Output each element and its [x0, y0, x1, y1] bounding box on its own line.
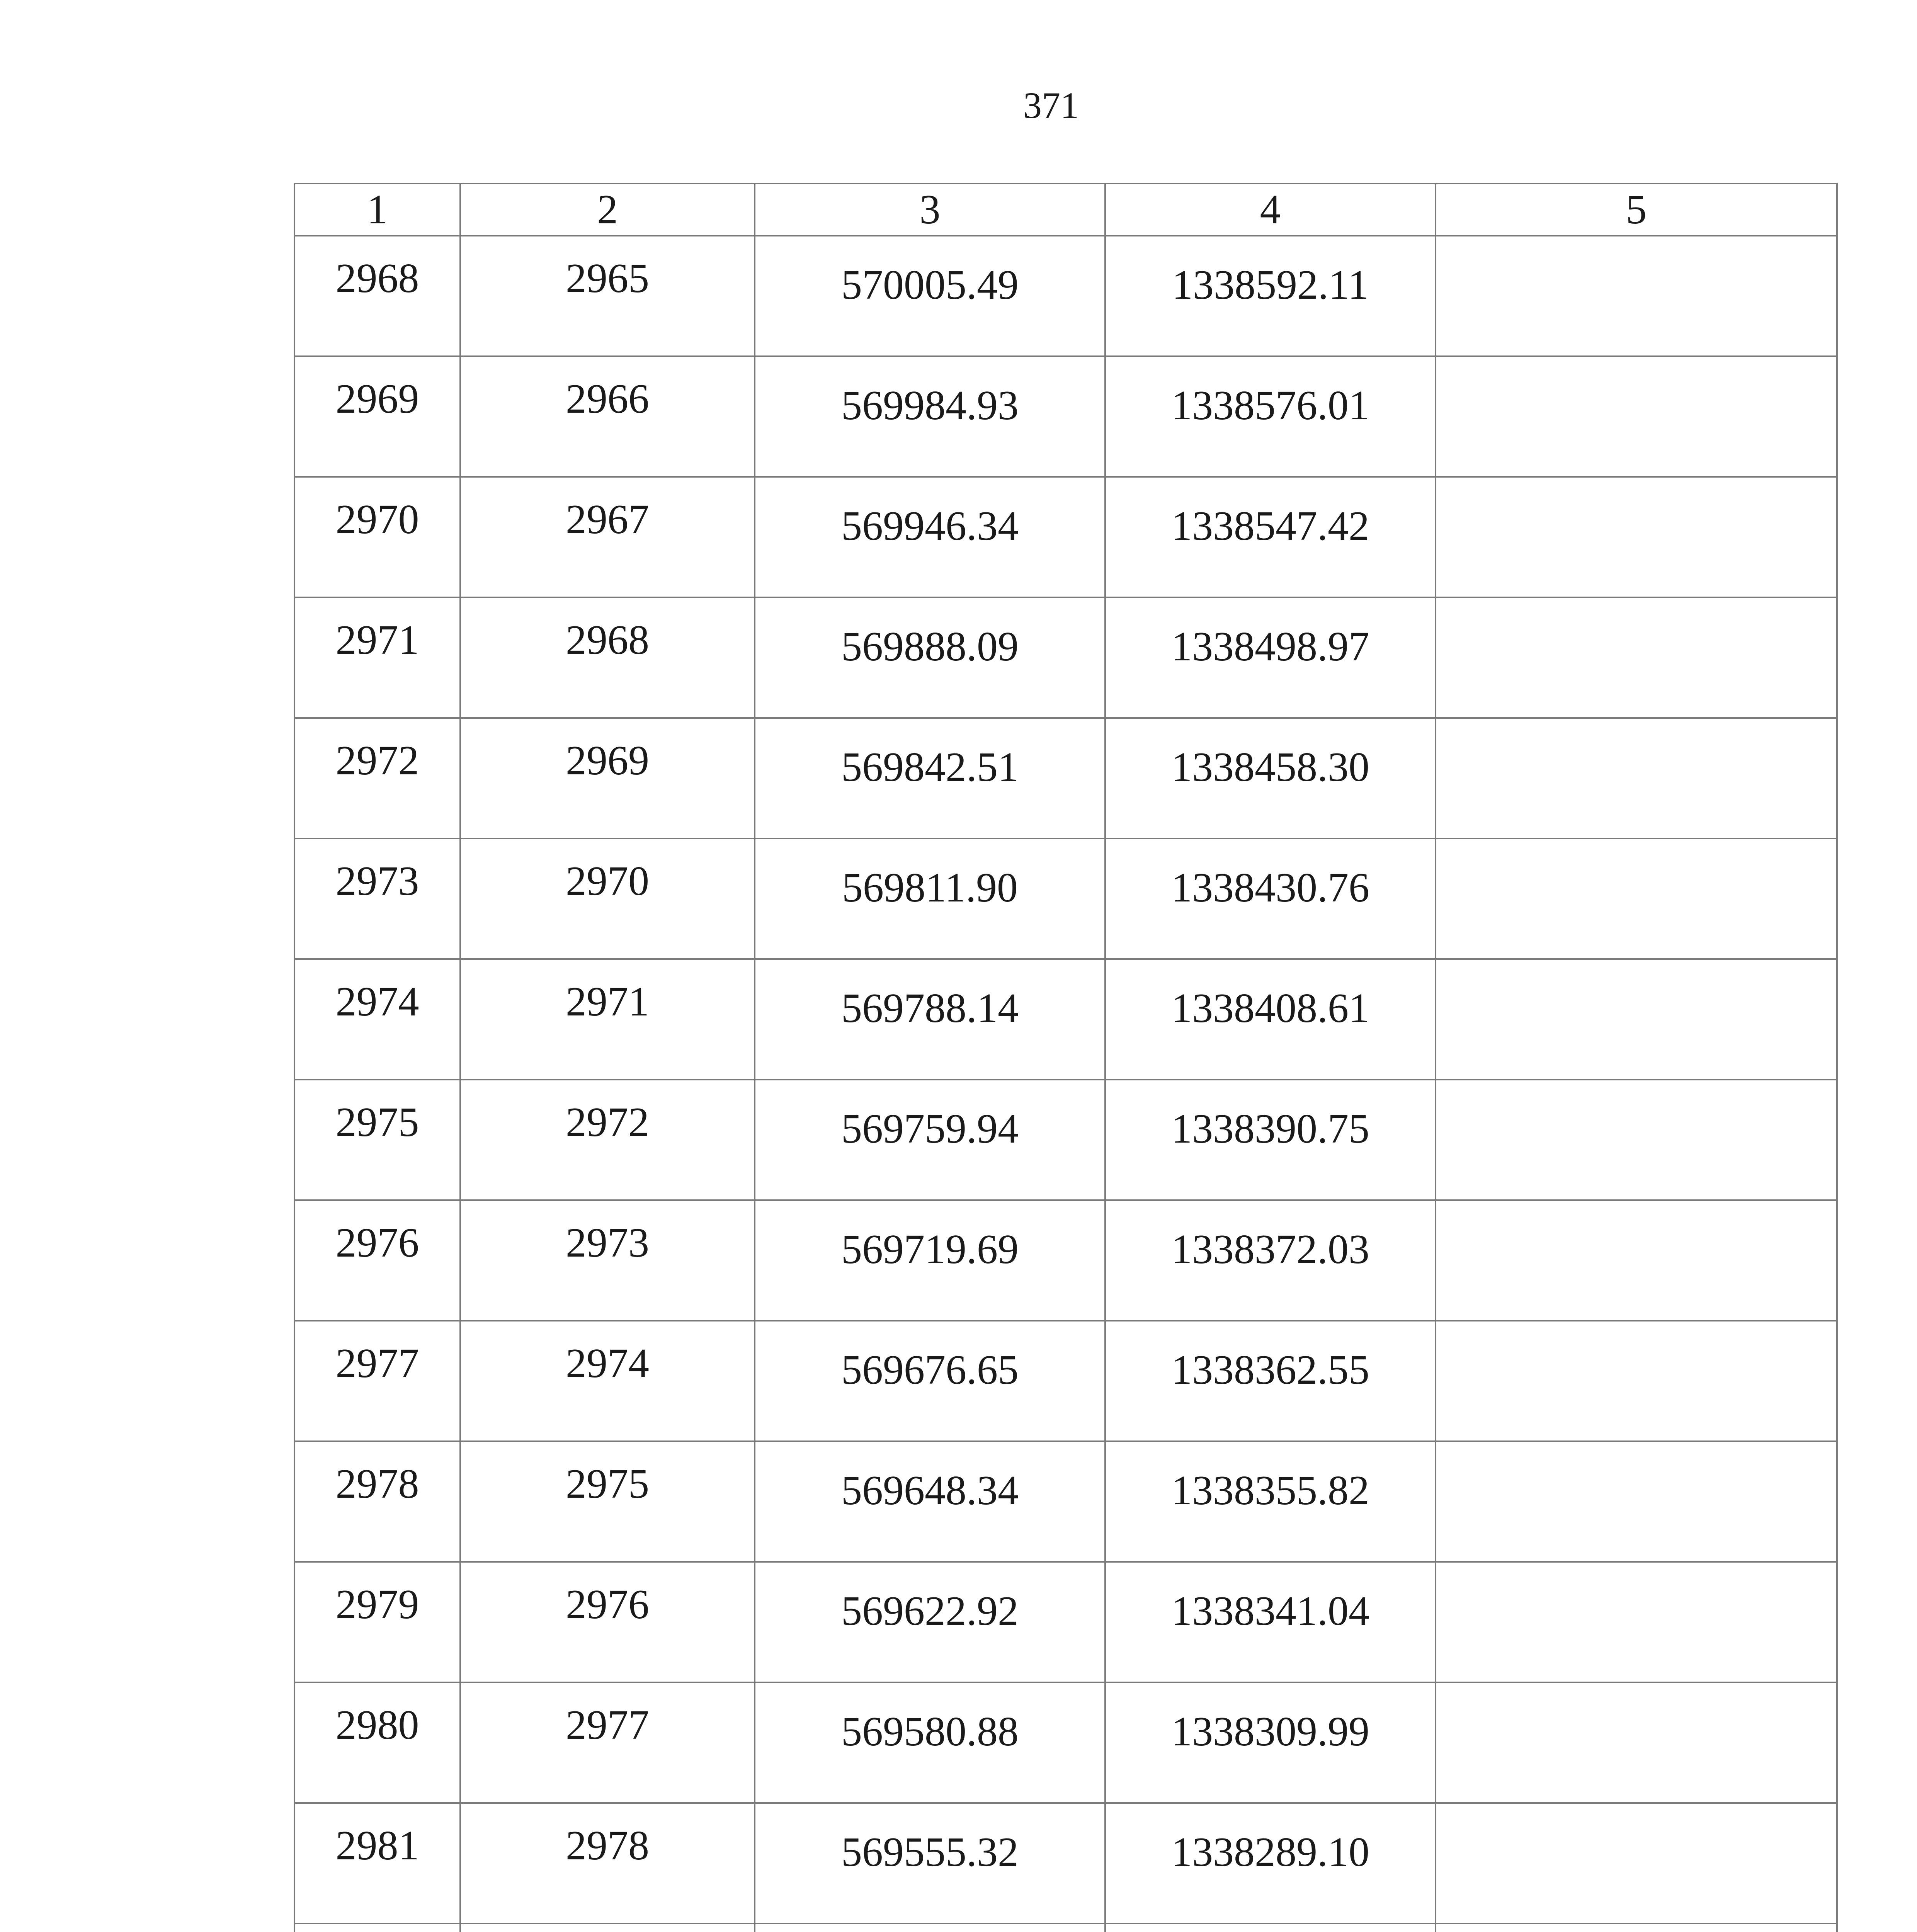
y-coordinate-cell: [1105, 1923, 1436, 1932]
y-coordinate-cell: 1338289.10: [1105, 1803, 1436, 1923]
table-row: [294, 356, 1837, 477]
previous-point-cell: 2971: [460, 959, 755, 1080]
note-cell: [1436, 1682, 1837, 1803]
point-number-cell: 2979: [294, 1562, 460, 1682]
column-header-2: 2: [460, 184, 755, 236]
y-coordinate-cell: 1338355.82: [1105, 1441, 1436, 1562]
table-row: [294, 1682, 1837, 1803]
note-cell: [1436, 1923, 1837, 1932]
previous-point-cell: 2968: [460, 597, 755, 718]
x-coordinate-cell: 569580.88: [755, 1682, 1105, 1803]
x-coordinate-cell: 569842.51: [755, 718, 1105, 838]
table-row: [294, 477, 1837, 597]
y-coordinate-cell: 1338592.11: [1105, 236, 1436, 356]
coordinates-table: [294, 183, 1838, 1932]
table-row: [294, 718, 1837, 838]
previous-point-cell: 2973: [460, 1200, 755, 1321]
table-row: [294, 959, 1837, 1080]
column-header-4: 4: [1105, 184, 1436, 236]
x-coordinate-cell: 569719.69: [755, 1200, 1105, 1321]
table-row: [294, 1321, 1837, 1441]
note-cell: [1436, 236, 1837, 356]
x-coordinate-cell: 569888.09: [755, 597, 1105, 718]
table-row: [294, 1080, 1837, 1200]
note-cell: [1436, 1200, 1837, 1321]
note-cell: [1436, 597, 1837, 718]
x-coordinate-cell: 569946.34: [755, 477, 1105, 597]
point-number-cell: 2978: [294, 1441, 460, 1562]
note-cell: [1436, 356, 1837, 477]
y-coordinate-cell: 1338576.01: [1105, 356, 1436, 477]
point-number-cell: 2970: [294, 477, 460, 597]
previous-point-cell: 2977: [460, 1682, 755, 1803]
y-coordinate-cell: 1338309.99: [1105, 1682, 1436, 1803]
previous-point-cell: 2970: [460, 838, 755, 959]
point-number-cell: [294, 1923, 460, 1932]
table-row: [294, 597, 1837, 718]
table-header: [294, 184, 1837, 236]
column-header-1: 1: [294, 184, 460, 236]
y-coordinate-cell: 1338372.03: [1105, 1200, 1436, 1321]
table-row: [294, 1803, 1837, 1923]
column-header-5: 5: [1436, 184, 1837, 236]
column-header-3: 3: [755, 184, 1105, 236]
note-cell: [1436, 477, 1837, 597]
x-coordinate-cell: 569676.65: [755, 1321, 1105, 1441]
y-coordinate-cell: 1338547.42: [1105, 477, 1436, 597]
table-row: [294, 1923, 1837, 1932]
x-coordinate-cell: 569648.34: [755, 1441, 1105, 1562]
x-coordinate-cell: 569811.90: [755, 838, 1105, 959]
table-row: [294, 1200, 1837, 1321]
previous-point-cell: 2965: [460, 236, 755, 356]
x-coordinate-cell: 569622.92: [755, 1562, 1105, 1682]
point-number-cell: 2968: [294, 236, 460, 356]
table-body: [294, 236, 1837, 1932]
point-number-cell: 2980: [294, 1682, 460, 1803]
point-number-cell: 2981: [294, 1803, 460, 1923]
previous-point-cell: [460, 1923, 755, 1932]
previous-point-cell: 2976: [460, 1562, 755, 1682]
note-cell: [1436, 1321, 1837, 1441]
x-coordinate-cell: 569984.93: [755, 356, 1105, 477]
note-cell: [1436, 1562, 1837, 1682]
previous-point-cell: 2966: [460, 356, 755, 477]
point-number-cell: 2976: [294, 1200, 460, 1321]
y-coordinate-cell: 1338362.55: [1105, 1321, 1436, 1441]
y-coordinate-cell: 1338390.75: [1105, 1080, 1436, 1200]
y-coordinate-cell: 1338341.04: [1105, 1562, 1436, 1682]
table-row: [294, 838, 1837, 959]
y-coordinate-cell: 1338498.97: [1105, 597, 1436, 718]
previous-point-cell: 2978: [460, 1803, 755, 1923]
point-number-cell: 2971: [294, 597, 460, 718]
note-cell: [1436, 1441, 1837, 1562]
header-row: [294, 184, 1837, 236]
y-coordinate-cell: 1338430.76: [1105, 838, 1436, 959]
point-number-cell: 2974: [294, 959, 460, 1080]
point-number-cell: 2972: [294, 718, 460, 838]
x-coordinate-cell: 570005.49: [755, 236, 1105, 356]
table-row: [294, 236, 1837, 356]
note-cell: [1436, 718, 1837, 838]
previous-point-cell: 2975: [460, 1441, 755, 1562]
note-cell: [1436, 1803, 1837, 1923]
x-coordinate-cell: 569788.14: [755, 959, 1105, 1080]
previous-point-cell: 2972: [460, 1080, 755, 1200]
y-coordinate-cell: 1338408.61: [1105, 959, 1436, 1080]
x-coordinate-cell: 569759.94: [755, 1080, 1105, 1200]
x-coordinate-cell: [755, 1923, 1105, 1932]
note-cell: [1436, 838, 1837, 959]
page-number: 371: [1023, 85, 1079, 126]
table-row: [294, 1441, 1837, 1562]
point-number-cell: 2977: [294, 1321, 460, 1441]
y-coordinate-cell: 1338458.30: [1105, 718, 1436, 838]
note-cell: [1436, 1080, 1837, 1200]
previous-point-cell: 2974: [460, 1321, 755, 1441]
point-number-cell: 2969: [294, 356, 460, 477]
table-row: [294, 1562, 1837, 1682]
previous-point-cell: 2967: [460, 477, 755, 597]
previous-point-cell: 2969: [460, 718, 755, 838]
point-number-cell: 2975: [294, 1080, 460, 1200]
x-coordinate-cell: 569555.32: [755, 1803, 1105, 1923]
point-number-cell: 2973: [294, 838, 460, 959]
note-cell: [1436, 959, 1837, 1080]
